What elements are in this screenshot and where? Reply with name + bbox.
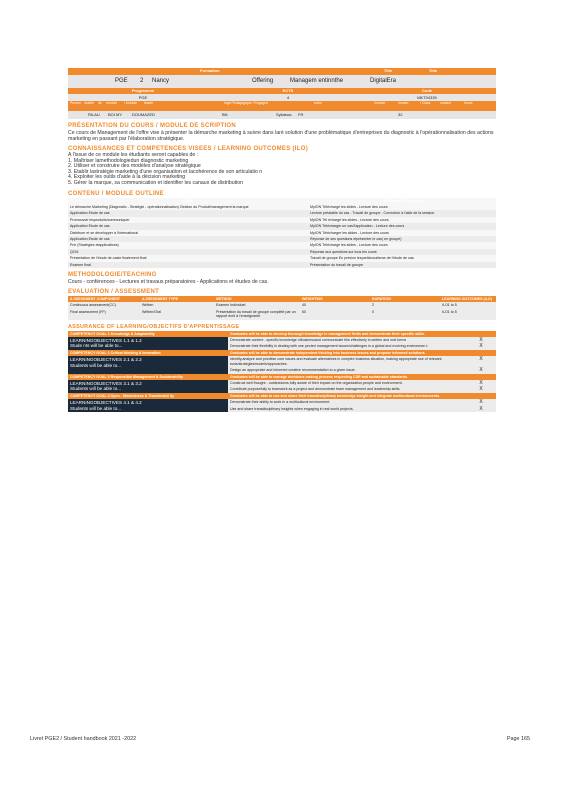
resp-label-9: Volume — [374, 101, 386, 105]
code-label: Code — [422, 88, 432, 93]
ev-component: Continuous assessment(CC) — [68, 302, 140, 308]
ects-value: 4 — [286, 95, 290, 100]
methodologie-text: Cours - conférences - Lectures et travaux préparatoires - Applications et études de cas. — [68, 279, 269, 286]
competences-title: CONNAISSANCES ET COMPETENCES VISEES / LEARNING OUTCOMES (ILO) — [68, 146, 308, 152]
formation-management: Managem entinnthe — [290, 78, 344, 84]
contenu-row — [68, 262, 496, 268]
resp-label-3: de — [98, 101, 102, 105]
code-value: MKT04339 — [417, 95, 437, 100]
contenu-table — [68, 198, 496, 268]
ev-method: Présentation du travail de groupe complété par un rapport écrit à l'enseignante — [214, 309, 300, 320]
objective-check-mark: X — [466, 386, 496, 392]
contenu-assessment: MyION Télécharger les slides - Lecture des cours — [308, 230, 496, 236]
formation-label-row — [68, 68, 496, 75]
evaluation-table — [68, 296, 496, 320]
objective-check-mark: X — [466, 337, 496, 343]
contenu-assessment: MyION Télécharger un cas/l'application - Lecture des cours — [308, 223, 496, 229]
competences-item-2: 2. Utiliser et construire des modèles d'analyse stratégique — [68, 163, 201, 170]
contenu-topic: Examen final — [68, 262, 308, 268]
objective-check-mark: X — [466, 343, 496, 349]
handbook-page — [68, 68, 496, 412]
competency-goal-name: COMPETENCY GOAL 4 Open - Mindedness & Transferabil ity — [68, 393, 228, 399]
footer-handbook-label: Livret PGE2 / Student handbook 2021 -2022 — [30, 736, 137, 742]
ev-header-component: A SSESSMENT COMPONENT — [68, 296, 140, 302]
resp-value-5: Syllabus: — [276, 112, 293, 117]
competences-item-5: 5. Gérer la marque, sa communication et identifier les canaux de distribution — [68, 179, 244, 186]
presentation-title: PRÉSENTATION DU COURS / MODULE DE SCRIPTION — [68, 123, 237, 129]
contenu-topic: Prix (Stratégies etapplications) — [68, 242, 308, 248]
learning-objectives-subtitle: Students will be able to... — [70, 362, 122, 368]
ev-duration: 2 — [370, 302, 440, 308]
resp-label-8: tuttor — [314, 101, 322, 105]
contenu-topic: Promouvoir lesproduits/communiquer — [68, 217, 308, 223]
learning-objectives-label — [68, 399, 228, 412]
assurance-title: ASSURANCE OF LEARNING/OBJECTIFS D'APPRENTISSAGE — [68, 323, 240, 330]
learning-objectives-title: LEARNINGOBJECTIVES 4.1 & 4.2 — [70, 400, 142, 406]
resp-label-4: module — [106, 101, 118, 105]
contenu-topic: Le démarche Marketing (Diagnostic - Stratégie - opérationnalisation) Gestion du Produit/management la marque — [68, 204, 308, 210]
learning-objective-text: Identify,analyze and prioritize core issues and evaluate alternatives in complex business situation, making appropriate use of relevant tools/strategies/models/approaches. — [228, 356, 466, 367]
learning-objective-row — [68, 356, 496, 367]
contenu-assessment: MyION Tél échargé les slides - Lecture des cours — [308, 217, 496, 223]
competency-goal-text: Graduates will be able to use and share their transdisciplinary knowledge insight and integrate multicultural environments. — [228, 393, 496, 399]
learning-objective-text: Demonstrate their ability to work in a multicultural environment. — [228, 399, 466, 405]
contenu-topic: Application Etude de cas — [68, 210, 308, 216]
ev-type: Written/Oral — [140, 309, 214, 320]
contenu-topic: Application Etude de cas — [68, 236, 308, 242]
resp-value-2: BOI MY — [108, 112, 123, 117]
learning-objective-text: Demonstrate their flexibility in dealing with une pected management issues/challenges in a global and evolving environmen t. — [228, 343, 466, 349]
ev-weighting: 40 — [300, 302, 370, 308]
ev-header-type: A SSESSMENT TYPE — [140, 296, 214, 302]
contenu-title: CONTENU / MODULE OUTLINE — [68, 190, 164, 197]
competences-item-3: 3. Etablir lastratégie marketing d'une organisation et lacohérence de son articulatio n — [68, 168, 263, 175]
ev-header-duration: DURATION — [370, 296, 440, 302]
resp-label-2: nsable — [84, 101, 94, 105]
learning-objectives-title: LEARNINGOBJECTIVES 1.1 & 1.2 — [70, 338, 142, 344]
resp-label-6: leader — [144, 101, 154, 105]
competency-goal-text: Graduates will be able to develop thorough knowledge in management fields and demonstrate their specific skills. — [228, 331, 496, 337]
ev-header-method: METHOD — [214, 296, 300, 302]
contenu-assessment: Travail de groupe En présion lespartizionalisme de l'étude de cas. — [308, 255, 496, 261]
ev-ilo: ILO1 to 5 — [440, 309, 496, 320]
contenu-assessment: MyION Téléchargé les slides - Lecture des cours — [308, 242, 496, 248]
formation-year: 2 — [140, 78, 144, 84]
learning-objective-text: Demonstrate content - specific knowledge ofbusinessand communicate this effectively in written and oral forms — [228, 337, 466, 343]
objective-check-mark: X — [466, 406, 496, 412]
ev-header-ilo: LEARNING OUTCOMES (ILO) — [440, 296, 496, 302]
contenu-header-lessons-label: /LESSONS — [405, 198, 424, 203]
learning-objectives-title: LEARNINGOBJECTIVES 2.1 & 2.2 — [70, 357, 142, 363]
resp-value-6: FR — [298, 112, 304, 117]
resp-value-3: DOUMAZED — [132, 112, 155, 117]
resp-label-11: / Class — [420, 101, 431, 105]
contenu-topic: QCM — [68, 249, 308, 255]
page-footer — [30, 736, 530, 742]
resp-label-12: contact — [440, 101, 451, 105]
evaluation-title: EVALUATION / ASSESSMENT — [68, 289, 160, 296]
formation-value-row — [68, 75, 496, 88]
objective-check-mark: X — [466, 356, 496, 367]
title-label-2: Title — [428, 68, 438, 73]
competences-item-1: 1. Maîtriser lamethodologiedun diagnostic marketing — [68, 157, 189, 164]
resp-value-4: BN — [222, 112, 228, 117]
learning-objective-text: Use and share transdisciplinary insights when engaging in real world projects. — [228, 406, 466, 412]
formation-digital: DigitalEra — [370, 78, 397, 84]
contenu-assessment: Présentation du travail de groupe — [308, 262, 496, 268]
competency-goal-text: Graduates will be able to manage decisions making process respecting CSR and sustainable standards. — [228, 374, 496, 380]
learning-objectives-subtitle: Students will be able to... — [70, 405, 122, 411]
title-label: Title — [383, 68, 393, 73]
resp-label-13: hours — [464, 101, 473, 105]
ev-type: Written — [140, 302, 214, 308]
ev-weighting: 60 — [300, 309, 370, 320]
resp-label-7: Ingé Pédagogique / Engaged — [224, 101, 268, 105]
contenu-header-assessments-label: A SEMINENTS — [380, 198, 405, 203]
learning-objective-text: Design an appropriate and informed creative recommendation to a given issue. — [228, 367, 466, 373]
ev-header-weighting: WEIGHTING — [300, 296, 370, 302]
competency-goal-text: Graduates will be able to demonstrate independent thinking into business issues and propose informed solutions. — [228, 350, 496, 356]
programme-label: Programme — [131, 88, 155, 93]
competency-goal-name: COMPETENCY GOAL 2 Critical thinking & Innovation — [68, 350, 228, 356]
competences-item-4: 4. Exploiter les outils d'aide à la décision marketing — [68, 174, 186, 181]
objective-check-mark: X — [466, 399, 496, 405]
ev-method: Examen Individuel — [214, 302, 300, 308]
competency-goal-name: COMPETENCY GOAL 3 Responsible Management & Sustainability — [68, 374, 228, 380]
learning-objectives-label — [68, 380, 228, 393]
methodologie-title: METHODOLOGIE/TEACHING — [68, 272, 157, 279]
footer-page-number: Page 165 — [506, 736, 530, 742]
contenu-topic: Distribuer et se développer à l'international — [68, 230, 308, 236]
ev-duration: 0 — [370, 309, 440, 320]
assurance-table — [68, 331, 496, 412]
learning-objective-text: Contribute purposefully to teamwork as a project and demonstrate team management and leadership skills. — [228, 386, 466, 392]
evaluation-row — [68, 309, 496, 320]
formation-pge: PGE — [115, 78, 128, 84]
learning-objective-text: Construct well thought - outdecisions,fully aware of their impact on the organization,people and environment. — [228, 380, 466, 386]
competences-intro: A l'issue de ce module les étudiants seront capables de : — [68, 152, 199, 158]
responsible-label-row — [68, 101, 496, 111]
resp-label-5: / Module — [124, 101, 138, 105]
contenu-assessment: MyION Téléchargé les slides - Lecture des cours — [308, 204, 496, 210]
formation-campus: Nancy — [152, 78, 170, 84]
learning-objectives-subtitle: Stude nts will be able to... — [70, 343, 123, 349]
ev-ilo: ILO1 to 5 — [440, 302, 496, 308]
resp-label-10: horaire — [398, 101, 409, 105]
competency-goal-name: COMPETENCY GOAL 1 Knowledge & Adaptability — [68, 331, 228, 337]
resp-label-1: Person — [70, 101, 81, 105]
objective-check-mark: X — [466, 380, 496, 386]
programme-value-row — [68, 94, 496, 101]
formation-offering: Offering — [252, 78, 274, 84]
contenu-assessment: Réponse de ses questions etprésenter le cas( en groupe) — [308, 236, 496, 242]
learning-objectives-label — [68, 356, 228, 373]
contenu-header-topic: TOPIC — [68, 198, 308, 204]
learning-objectives-label — [68, 337, 228, 350]
resp-value-7: 32 — [398, 112, 403, 117]
responsible-value-row — [68, 111, 496, 119]
ects-label: ECTS — [282, 88, 294, 93]
formation-label: Formation — [200, 68, 220, 73]
presentation-text: Ce cours de Management de l'offre vise à présenter la démarche marketing à suivre dans laré solution d'une problématique d'entreprises du diagnostic à l'opérationnalisation des actions marketing en passant par l'élaboration stratégique. — [68, 130, 494, 142]
learning-objectives-subtitle: Students will be able to... — [70, 386, 122, 392]
contenu-assessment: Réponse aux questions sur tous les cours — [308, 249, 496, 255]
contenu-assessment: Lecture préalable du cas - Travail de groupe - Correction à l'aide de la session — [308, 210, 496, 216]
objective-check-mark: X — [466, 367, 496, 373]
learning-objectives-title: LEARNINGOBJECTIVES 3.1 & 3.2 — [70, 380, 142, 386]
ev-component: Final assessment (FF) — [68, 309, 140, 320]
programme-value: PGE — [138, 95, 148, 100]
contenu-topic: Application Etude de cas — [68, 223, 308, 229]
contenu-topic: Présentation de l'étude de caste finalement final — [68, 255, 308, 261]
resp-value-1: RILAU — [88, 112, 100, 117]
